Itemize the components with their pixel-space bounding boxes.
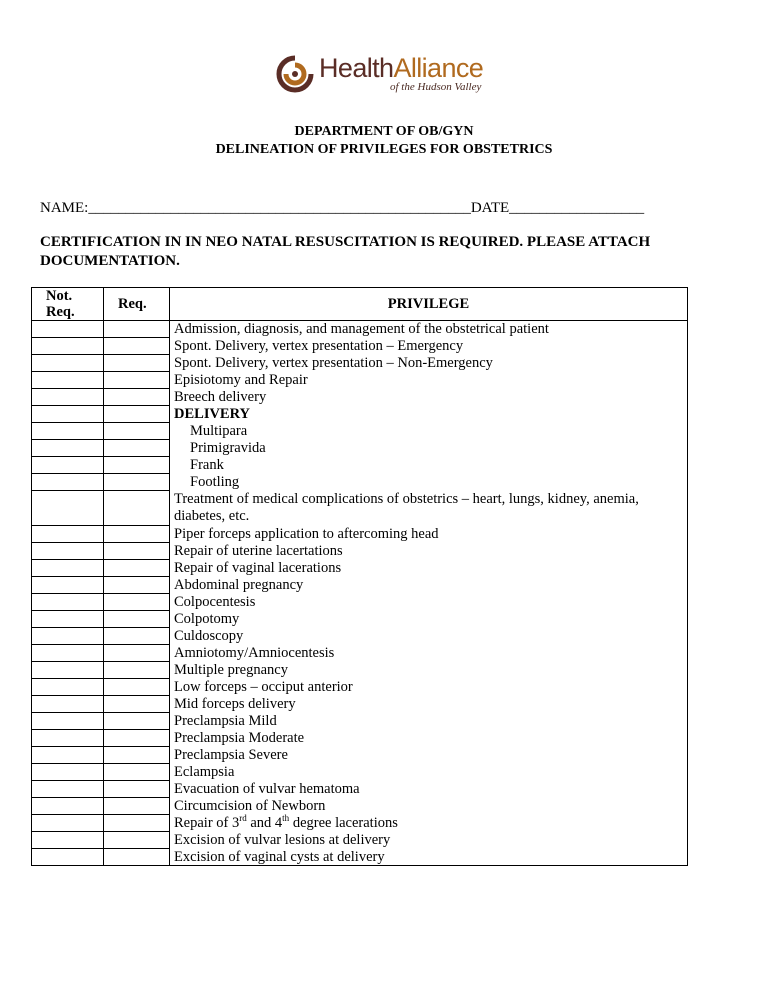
not-req-checkbox-cell[interactable] [32,798,104,815]
name-field[interactable]: ___________________________________________________ [88,200,471,216]
req-checkbox-cell[interactable] [104,560,170,577]
privilege-text: Preclampsia Mild [170,713,688,730]
privilege-text: Episiotomy and Repair [170,372,688,389]
logo-swirl-icon [275,54,315,94]
privilege-text: Amniotomy/Amniocentesis [170,645,688,662]
not-req-checkbox-cell[interactable] [32,440,104,457]
not-req-checkbox-cell[interactable] [32,423,104,440]
logo-tagline: of the Hudson Valley [390,81,482,93]
table-row [32,440,688,457]
req-checkbox-cell[interactable] [104,798,170,815]
privilege-text: DELIVERY [170,406,688,423]
req-checkbox-cell[interactable] [104,781,170,798]
department-title: DEPARTMENT OF OB/GYN [294,124,474,139]
table-row [32,645,688,662]
not-req-checkbox-cell[interactable] [32,815,104,832]
table-row [32,679,688,696]
not-req-checkbox-cell[interactable] [32,491,104,526]
table-row [32,781,688,798]
not-req-checkbox-cell[interactable] [32,645,104,662]
table-row [32,372,688,389]
req-checkbox-cell[interactable] [104,355,170,372]
privileges-table [31,287,688,866]
privilege-text: Low forceps – occiput anterior [170,679,688,696]
req-checkbox-cell[interactable] [104,406,170,423]
not-req-checkbox-cell[interactable] [32,679,104,696]
not-req-checkbox-cell[interactable] [32,389,104,406]
table-row [32,457,688,474]
req-checkbox-cell[interactable] [104,764,170,781]
document-subtitle: DELINEATION OF PRIVILEGES FOR OBSTETRICS [215,142,553,157]
req-checkbox-cell[interactable] [104,577,170,594]
not-req-checkbox-cell[interactable] [32,611,104,628]
table-row [32,560,688,577]
privilege-text: Mid forceps delivery [170,696,688,713]
not-req-checkbox-cell[interactable] [32,730,104,747]
privilege-text: Preclampsia Moderate [170,730,688,747]
req-checkbox-cell[interactable] [104,491,170,526]
privilege-text: Excision of vaginal cysts at delivery [170,849,688,866]
date-label: DATE [470,200,510,216]
table-row [32,474,688,491]
name-date-line [40,200,644,217]
req-checkbox-cell[interactable] [104,713,170,730]
privilege-text: Repair of uterine lacertations [170,543,688,560]
req-checkbox-cell[interactable] [104,832,170,849]
req-checkbox-cell[interactable] [104,679,170,696]
privilege-text: Abdominal pregnancy [170,577,688,594]
header-req: Req. [104,288,170,321]
req-checkbox-cell[interactable] [104,628,170,645]
not-req-checkbox-cell[interactable] [32,832,104,849]
privilege-text: Eclampsia [170,764,688,781]
not-req-checkbox-cell[interactable] [32,713,104,730]
table-row [32,611,688,628]
req-checkbox-cell[interactable] [104,696,170,713]
not-req-checkbox-cell[interactable] [32,696,104,713]
name-label: NAME: [40,200,89,216]
req-checkbox-cell[interactable] [104,611,170,628]
not-req-checkbox-cell[interactable] [32,543,104,560]
privilege-text: Repair of 3rd and 4th degree lacerations [170,815,688,832]
req-checkbox-cell[interactable] [104,543,170,560]
date-field[interactable]: __________________ [509,200,645,216]
privilege-text: Primigravida [170,440,688,457]
privilege-text: Circumcision of Newborn [170,798,688,815]
req-checkbox-cell[interactable] [104,372,170,389]
table-row [32,406,688,423]
req-checkbox-cell[interactable] [104,526,170,543]
privilege-text: Preclampsia Severe [170,747,688,764]
req-checkbox-cell[interactable] [104,338,170,355]
privilege-text: Evacuation of vulvar hematoma [170,781,688,798]
not-req-checkbox-cell[interactable] [32,526,104,543]
header-not-req: Not. Req. [32,288,104,321]
not-req-checkbox-cell[interactable] [32,406,104,423]
privilege-text: Admission, diagnosis, and management of the obstetrical patient [170,321,688,338]
certification-note: CERTIFICATION IN IN NEO NATAL RESUSCITATION IS REQUIRED. PLEASE ATTACH DOCUMENTATION. [40,234,651,269]
req-checkbox-cell[interactable] [104,423,170,440]
privilege-text: Spont. Delivery, vertex presentation – Non-Emergency [170,355,688,372]
table-row [32,696,688,713]
header-privilege: PRIVILEGE [170,288,688,321]
req-checkbox-cell[interactable] [104,662,170,679]
req-checkbox-cell[interactable] [104,389,170,406]
privilege-text: Frank [170,457,688,474]
table-row [32,747,688,764]
table-row [32,832,688,849]
req-checkbox-cell[interactable] [104,440,170,457]
privilege-text: Treatment of medical complications of obstetrics – heart, lungs, kidney, anemia, diabetes, etc. [170,491,688,526]
table-row [32,849,688,866]
table-row [32,628,688,645]
not-req-checkbox-cell[interactable] [32,662,104,679]
privilege-text: Multiple pregnancy [170,662,688,679]
privilege-text: Colpocentesis [170,594,688,611]
not-req-checkbox-cell[interactable] [32,457,104,474]
privilege-text: Repair of vaginal lacerations [170,560,688,577]
table-row [32,526,688,543]
privilege-text: Multipara [170,423,688,440]
not-req-checkbox-cell[interactable] [32,781,104,798]
privilege-text: Culdoscopy [170,628,688,645]
table-row [32,730,688,747]
not-req-checkbox-cell[interactable] [32,764,104,781]
not-req-checkbox-cell[interactable] [32,355,104,372]
table-row [32,662,688,679]
req-checkbox-cell[interactable] [104,815,170,832]
privilege-text: Breech delivery [170,389,688,406]
table-row [32,491,688,526]
table-row [32,543,688,560]
not-req-checkbox-cell[interactable] [32,372,104,389]
req-checkbox-cell[interactable] [104,849,170,866]
privilege-text: Piper forceps application to aftercoming head [170,526,688,543]
privilege-text: Spont. Delivery, vertex presentation – Emergency [170,338,688,355]
not-req-checkbox-cell[interactable] [32,560,104,577]
healthalliance-logo [275,52,505,98]
req-checkbox-cell[interactable] [104,594,170,611]
privilege-text: Excision of vulvar lesions at delivery [170,832,688,849]
req-checkbox-cell[interactable] [104,645,170,662]
table-row [32,764,688,781]
not-req-checkbox-cell[interactable] [32,594,104,611]
req-checkbox-cell[interactable] [104,321,170,338]
req-checkbox-cell[interactable] [104,747,170,764]
privilege-text: Colpotomy [170,611,688,628]
table-row [32,798,688,815]
req-checkbox-cell[interactable] [104,457,170,474]
table-row [32,594,688,611]
logo-wordmark: HealthAlliance [319,53,484,83]
not-req-checkbox-cell[interactable] [32,577,104,594]
not-req-checkbox-cell[interactable] [32,747,104,764]
not-req-checkbox-cell[interactable] [32,474,104,491]
table-row [32,389,688,406]
table-row [32,355,688,372]
table-row [32,815,688,832]
table-row [32,338,688,355]
table-row [32,423,688,440]
table-row [32,321,688,338]
req-checkbox-cell[interactable] [104,474,170,491]
table-row [32,577,688,594]
not-req-checkbox-cell[interactable] [32,628,104,645]
not-req-checkbox-cell[interactable] [32,338,104,355]
table-row [32,713,688,730]
not-req-checkbox-cell[interactable] [32,849,104,866]
req-checkbox-cell[interactable] [104,730,170,747]
not-req-checkbox-cell[interactable] [32,321,104,338]
privilege-text: Footling [170,474,688,491]
